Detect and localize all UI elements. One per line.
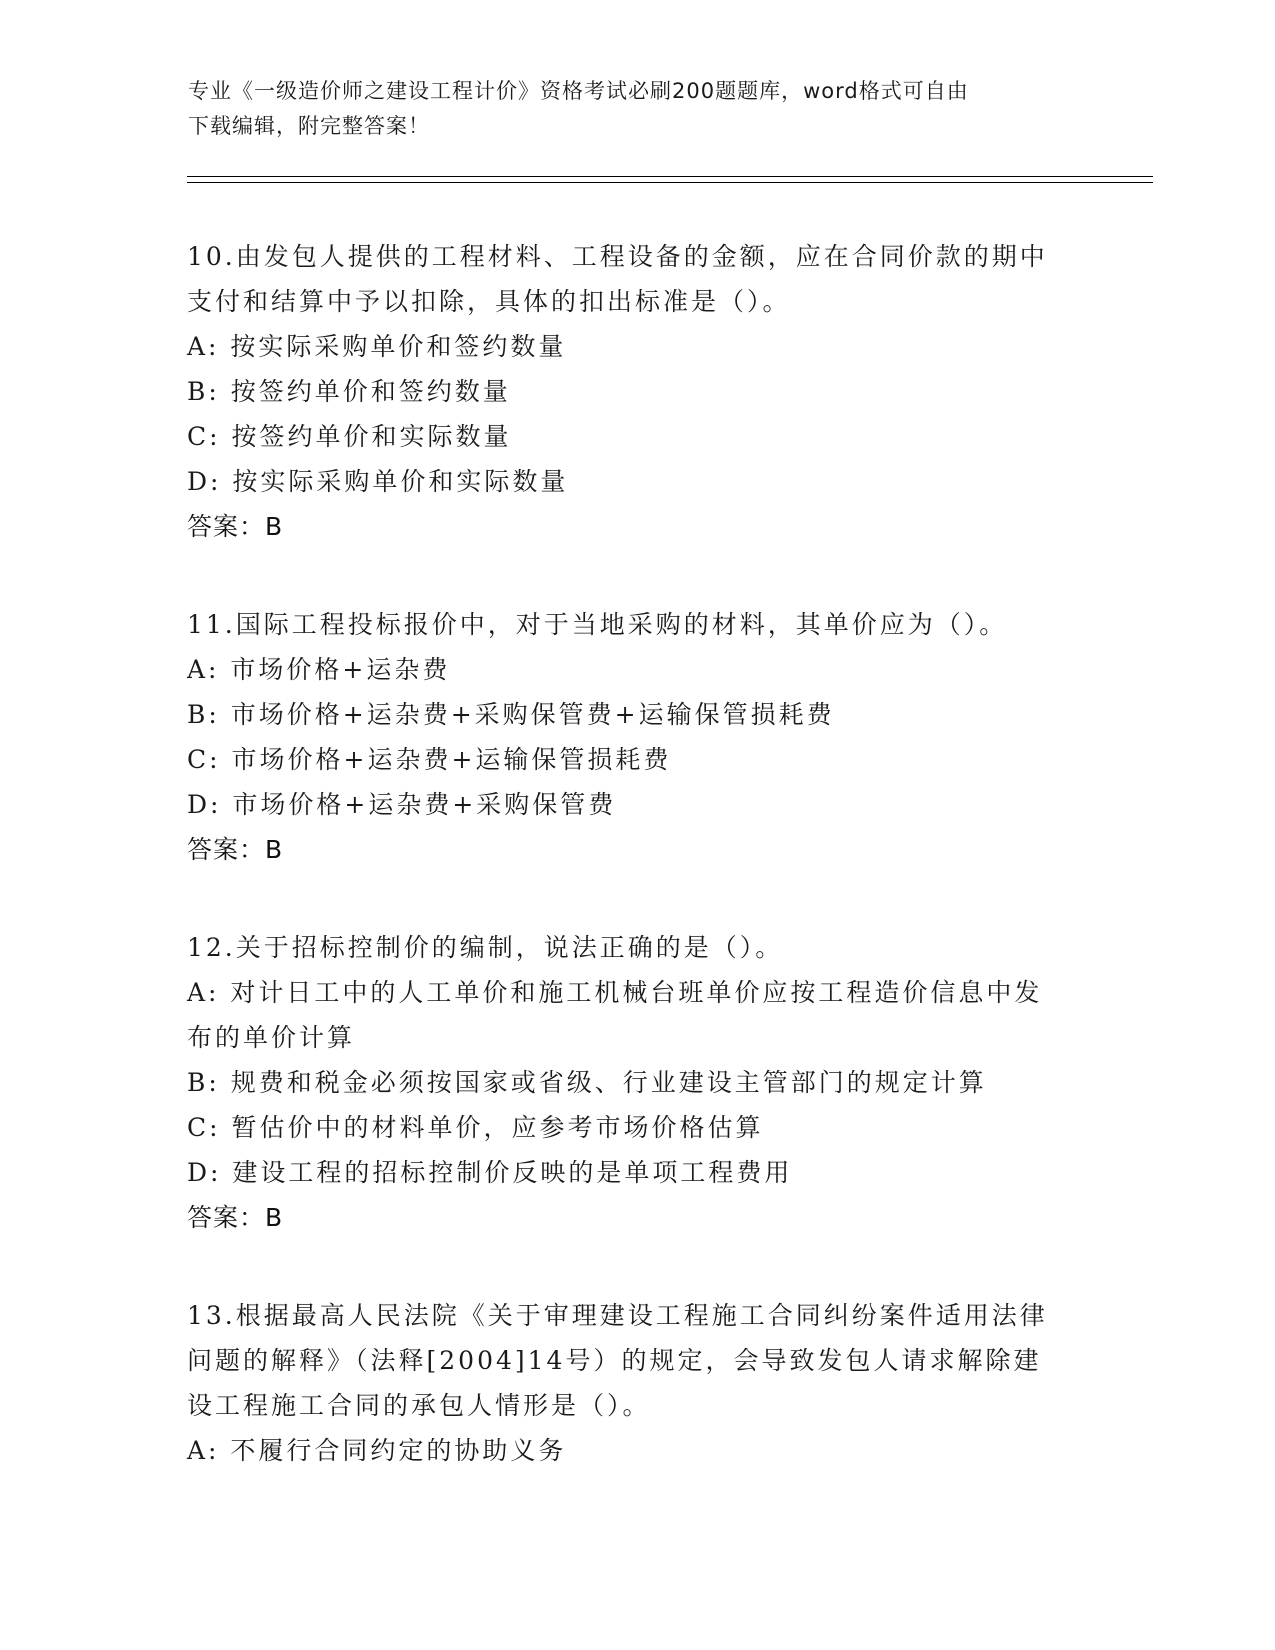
option-c: C: 市场价格+运杂费+运输保管损耗费 — [187, 745, 672, 774]
question-13 — [187, 1293, 1087, 1473]
answer-line: 答案：B — [187, 835, 284, 864]
question-list — [187, 234, 1087, 1525]
option-a: A: 不履行合同约定的协助义务 — [187, 1436, 567, 1465]
option-c: C: 暂估价中的材料单价，应参考市场价格估算 — [187, 1113, 764, 1142]
option-c: C: 按签约单价和实际数量 — [187, 422, 512, 451]
option-a: A: 对计日工中的人工单价和施工机械台班单价应按工程造价信息中发 — [187, 978, 1043, 1007]
question-stem-line: 10.由发包人提供的工程材料、工程设备的金额，应在合同价款的期中 — [187, 242, 1048, 271]
option-d: D: 按实际采购单价和实际数量 — [187, 467, 569, 496]
option-a: A: 市场价格+运杂费 — [187, 655, 451, 684]
question-stem-line: 设工程施工合同的承包人情形是（）。 — [187, 1391, 651, 1420]
option-a-continued: 布的单价计算 — [187, 1023, 356, 1052]
header-rule-top — [187, 176, 1153, 177]
question-stem-line: 问题的解释》（法释[2004]14号）的规定，会导致发包人请求解除建 — [187, 1346, 1042, 1375]
option-b: B: 市场价格+运杂费+采购保管费+运输保管损耗费 — [187, 700, 835, 729]
option-a: A: 按实际采购单价和签约数量 — [187, 332, 567, 361]
option-b: B: 规费和税金必须按国家或省级、行业建设主管部门的规定计算 — [187, 1068, 987, 1097]
question-11 — [187, 602, 1087, 873]
answer-line: 答案：B — [187, 512, 284, 541]
question-12 — [187, 925, 1087, 1241]
option-b: B: 按签约单价和签约数量 — [187, 377, 511, 406]
answer-line: 答案：B — [187, 1203, 284, 1232]
header-line-1: 专业《一级造价师之建设工程计价》资格考试必刷200题题库，word格式可自由 — [188, 79, 969, 103]
document-header — [188, 74, 1068, 144]
question-stem-line: 支付和结算中予以扣除，具体的扣出标准是（）。 — [187, 287, 791, 316]
question-stem-line: 13.根据最高人民法院《关于审理建设工程施工合同纠纷案件适用法律 — [187, 1301, 1048, 1330]
option-d: D: 市场价格+运杂费+采购保管费 — [187, 790, 617, 819]
option-d: D: 建设工程的招标控制价反映的是单项工程费用 — [187, 1158, 793, 1187]
question-stem-line: 11.国际工程投标报价中，对于当地采购的材料，其单价应为（）。 — [187, 610, 1008, 639]
question-10 — [187, 234, 1087, 550]
question-stem-line: 12.关于招标控制价的编制，说法正确的是（）。 — [187, 933, 784, 962]
header-line-2: 下载编辑，附完整答案！ — [188, 114, 430, 138]
header-rule-bottom — [187, 182, 1153, 183]
